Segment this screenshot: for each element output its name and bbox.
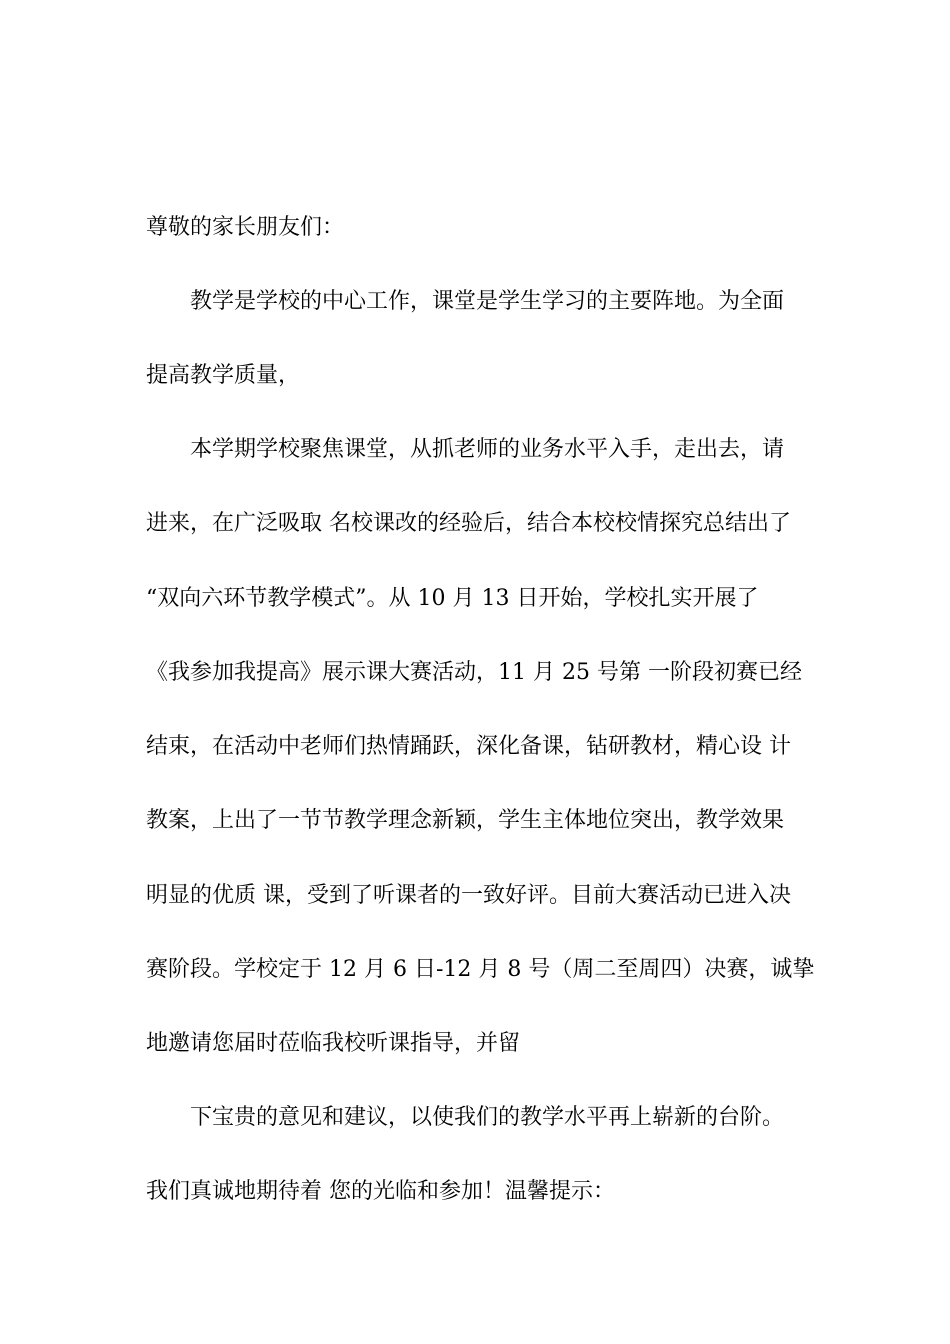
paragraph-line: “双向六环节教学模式”。从 10 月 13 日开始，学校扎实开展了 <box>146 586 759 611</box>
paragraph-line: 结束，在活动中老师们热情踊跃，深化备课，钻研教材，精心设 计 <box>146 734 791 759</box>
paragraph-line: 赛阶段。学校定于 12 月 6 日-12 月 8 号（周二至周四）决赛，诚挚 <box>146 957 815 982</box>
paragraph-line: 进来，在广泛吸取 名校课改的经验后，结合本校校情探究总结出了 <box>146 511 791 536</box>
paragraph-line: 本学期学校聚焦课堂，从抓老师的业务水平入手，走出去，请 <box>190 437 785 462</box>
paragraph-line: 我们真诚地期待着 您的光临和参加！温馨提示： <box>146 1179 615 1204</box>
paragraph-line: 教案，上出了一节节教学理念新颖，学生主体地位突出，教学效果 <box>146 808 785 833</box>
paragraph-line: 《我参加我提高》展示课大赛活动，11 月 25 号第 一阶段初赛已经 <box>146 660 802 685</box>
paragraph-line: 下宝贵的意见和建议，以使我们的教学水平再上崭新的台阶。 <box>190 1105 785 1130</box>
salutation: 尊敬的家长朋友们： <box>146 215 345 240</box>
paragraph-line: 提高教学质量， <box>146 363 301 388</box>
paragraph-line: 地邀请您届时莅临我校听课指导，并留 <box>146 1031 521 1056</box>
paragraph-line: 明显的优质 课，受到了听课者的一致好评。目前大赛活动已进入决 <box>146 883 791 908</box>
paragraph-line: 教学是学校的中心工作，课堂是学生学习的主要阵地。为全面 <box>190 289 785 314</box>
